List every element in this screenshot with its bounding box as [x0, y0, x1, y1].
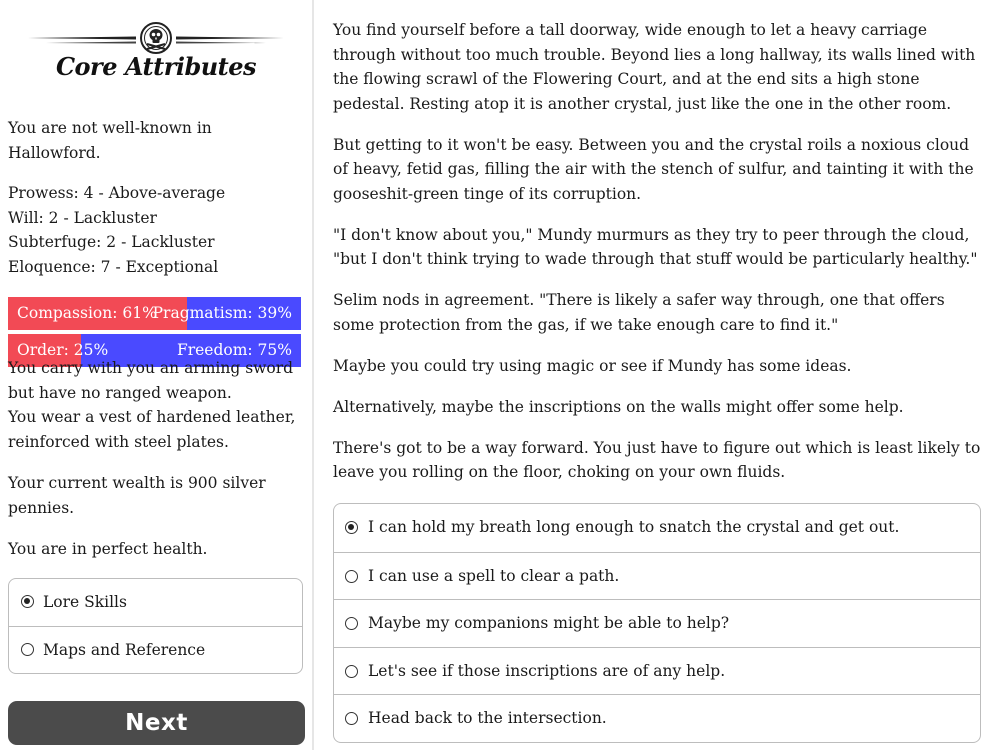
option-maps-reference[interactable]	[9, 626, 302, 673]
stat-eloquence: Eloquence: 7 - Exceptional	[8, 257, 219, 276]
inventory-section	[8, 356, 304, 562]
freedom-label: Freedom: 75%	[176, 341, 292, 359]
attributes-section	[8, 116, 304, 371]
choice-use-spell[interactable]	[334, 552, 980, 600]
radio-checked-icon[interactable]	[21, 595, 34, 608]
choice-inscriptions[interactable]	[334, 647, 980, 695]
choice-hold-breath[interactable]	[334, 504, 980, 552]
choice-label: I can use a spell to clear a path.	[368, 566, 620, 585]
sidebar-options	[8, 578, 303, 674]
sidebar-header	[28, 20, 284, 90]
radio-unchecked-icon[interactable]	[345, 617, 358, 630]
story-paragraph: There's got to be a way forward. You just have to figure out which is least likely to leave you rolling on the floor, choking on your own fluids.	[333, 438, 981, 481]
story-panel	[333, 18, 981, 501]
story-paragraph: "I don't know about you," Mundy murmurs as they try to peer through the cloud, "but I don't think trying to wade through that stuff would be particularly healthy."	[333, 225, 978, 268]
choice-label: I can hold my breath long enough to snatch the crystal and get out.	[368, 518, 900, 536]
radio-checked-icon[interactable]	[345, 521, 358, 534]
weapon-text: You carry with you an arming sword but have no ranged weapon.	[8, 359, 294, 402]
story-paragraph: Alternatively, maybe the inscriptions on the walls might offer some help.	[333, 397, 904, 416]
order-label: Order: 25%	[17, 341, 109, 359]
choice-head-back[interactable]	[334, 694, 980, 742]
story-paragraph: But getting to it won't be easy. Between you and the crystal roils a noxious cloud of heavy, fetid gas, filling the air with the stench of sulfur, and tainting it with the gooseshit-green tinge of its corruption.	[333, 135, 974, 203]
radio-unchecked-icon[interactable]	[345, 570, 358, 583]
option-lore-skills[interactable]	[9, 579, 302, 626]
option-label: Maps and Reference	[43, 641, 206, 659]
compassion-label: Compassion: 61%	[17, 304, 157, 322]
compassion-pragmatism-bar	[8, 297, 301, 330]
wealth-text: Your current wealth is 900 silver pennies.	[8, 474, 266, 517]
reputation-text: You are not well-known in Hallowford.	[8, 119, 212, 162]
story-paragraph: You find yourself before a tall doorway, wide enough to let a heavy carriage through without too much trouble. Beyond lies a long hallway, its walls lined with the flowing scrawl of the Flowering Court, and at the end sits a high stone pedestal. Resting atop it is another crystal, just like the one in the other room.	[333, 21, 976, 113]
armor-text: You wear a vest of hardened leather, reinforced with steel plates.	[8, 408, 296, 451]
radio-unchecked-icon[interactable]	[345, 712, 358, 725]
option-label: Lore Skills	[43, 593, 127, 611]
choice-label: Maybe my companions might be able to help?	[368, 614, 730, 632]
stats-sidebar	[0, 0, 312, 750]
choice-companions[interactable]	[334, 599, 980, 647]
choice-label: Let's see if those inscriptions are of any help.	[368, 661, 726, 680]
health-text: You are in perfect health.	[8, 540, 208, 558]
stat-will: Will: 2 - Lackluster	[8, 208, 157, 227]
panel-divider	[312, 0, 314, 750]
choice-label: Head back to the intersection.	[368, 709, 607, 727]
choice-list	[333, 503, 981, 743]
sidebar-title: Core Attributes	[55, 52, 257, 81]
story-paragraph: Selim nods in agreement. "There is likely a safer way through, one that offers some protection from the gas, if we take enough care to find it."	[333, 291, 945, 334]
radio-unchecked-icon[interactable]	[21, 643, 34, 656]
pragmatism-label: Pragmatism: 39%	[152, 304, 292, 322]
story-paragraph: Maybe you could try using magic or see if Mundy has some ideas.	[333, 356, 852, 375]
stat-prowess: Prowess: 4 - Above-average	[8, 184, 226, 202]
stat-subterfuge: Subterfuge: 2 - Lackluster	[8, 233, 215, 251]
radio-unchecked-icon[interactable]	[345, 665, 358, 678]
story-text	[333, 18, 981, 485]
next-button[interactable]: Next	[8, 701, 305, 745]
